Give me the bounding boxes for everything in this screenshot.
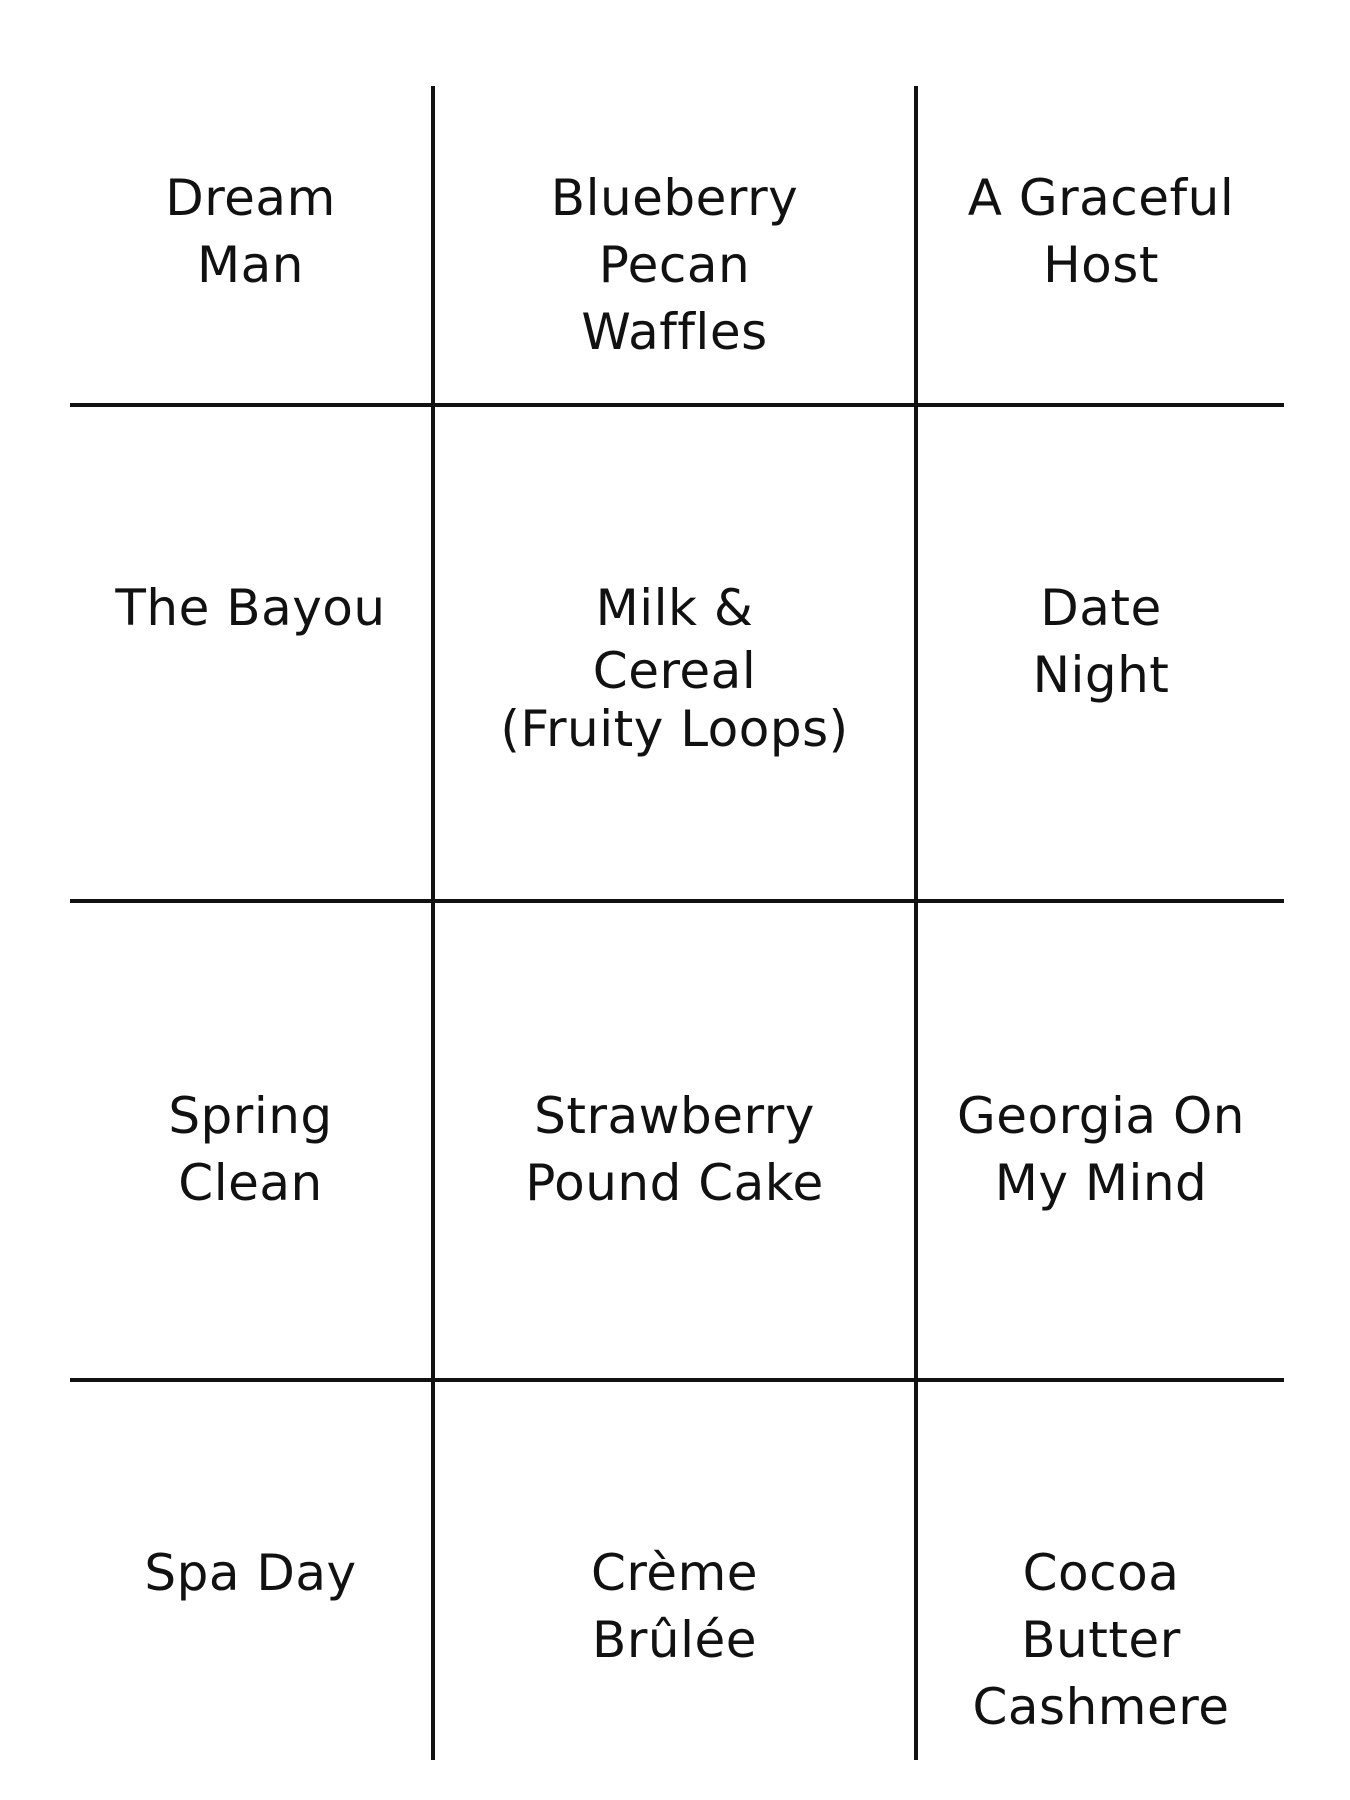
cell-label-line: Waffles — [581, 303, 768, 361]
cell-label-line: A Graceful — [967, 169, 1235, 227]
cell-label-line: Pecan — [598, 236, 751, 294]
cell-label-line: Host — [1043, 236, 1159, 294]
cell-label-line: Milk & — [595, 579, 754, 637]
grid-cell-creme-brulee — [435, 1540, 914, 1674]
cell-label-line: Blueberry — [550, 169, 799, 227]
grid-cell-date-night — [918, 575, 1284, 709]
grid-divider-horizontal-2 — [70, 899, 1284, 903]
cell-label-line: Georgia On — [957, 1087, 1245, 1145]
grid-divider-horizontal-1 — [70, 403, 1284, 407]
cell-label-line: (Fruity Loops) — [500, 700, 849, 758]
cell-label-line: Pound Cake — [525, 1154, 824, 1212]
cell-label-line: Butter — [1021, 1611, 1181, 1669]
cell-label-line: Night — [1032, 646, 1170, 704]
grid-cell-a-graceful-host — [918, 165, 1284, 299]
cell-label-line: Dream — [165, 169, 336, 227]
grid-cell-spa-day — [70, 1540, 431, 1607]
cell-label-line: Spa Day — [144, 1544, 357, 1602]
cell-label-line: Spring — [168, 1087, 333, 1145]
cell-label-line: Brûlée — [592, 1611, 757, 1669]
grid-cell-spring-clean — [70, 1083, 431, 1217]
cell-label-line: Man — [197, 236, 304, 294]
grid-cell-cocoa-butter-cashmere — [918, 1540, 1284, 1741]
cell-label-line: My Mind — [994, 1154, 1208, 1212]
cell-label-line: Cashmere — [972, 1678, 1230, 1736]
grid-divider-horizontal-3 — [70, 1378, 1284, 1382]
grid-cell-dream-man — [70, 165, 431, 299]
grid-cell-blueberry-pecan-waffles — [435, 165, 914, 366]
grid-cell-the-bayou — [70, 575, 431, 642]
cell-label-line: Cereal — [592, 642, 757, 700]
cell-label-line: Strawberry — [534, 1087, 815, 1145]
cell-label-line: Crème — [590, 1544, 759, 1602]
cell-label-line: Clean — [178, 1154, 323, 1212]
grid-cell-milk-and-cereal — [435, 575, 914, 758]
cell-label-line: The Bayou — [115, 579, 386, 637]
cell-label-line: Date — [1040, 579, 1162, 637]
grid-cell-strawberry-pound-cake — [435, 1083, 914, 1217]
cell-label-line: Cocoa — [1022, 1544, 1180, 1602]
grid-cell-georgia-on-my-mind — [918, 1083, 1284, 1217]
grid-divider-vertical-2 — [914, 86, 918, 1760]
